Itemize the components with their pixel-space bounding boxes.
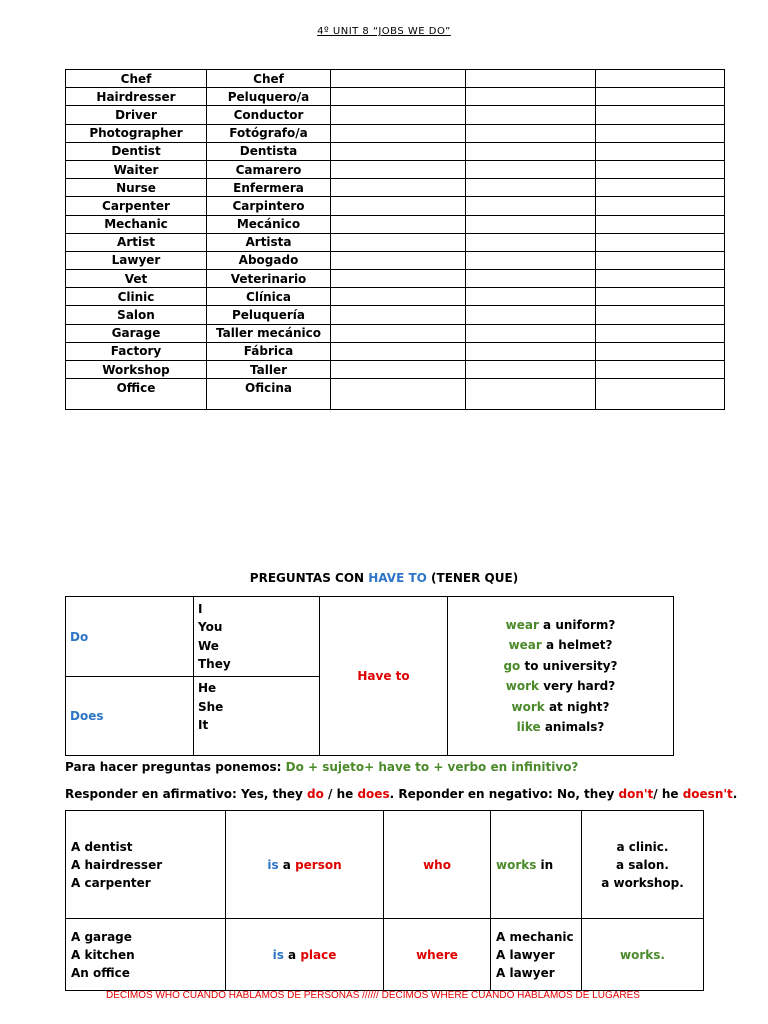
phrase: wear a helmet?: [508, 638, 613, 652]
vocab-spanish: Fábrica: [207, 342, 331, 360]
does-subjects: [194, 677, 320, 756]
vocab-blank-cell: [331, 160, 466, 178]
vocab-blank-cell: [466, 342, 596, 360]
do-label: Do: [70, 629, 89, 644]
subject: He: [198, 681, 217, 695]
vocab-blank-cell: [331, 251, 466, 269]
vocab-blank-cell: [596, 288, 725, 306]
who-cell: who: [384, 811, 491, 919]
vocab-blank-cell: [466, 288, 596, 306]
vocab-spanish: Oficina: [207, 379, 331, 410]
vocab-blank-cell: [331, 179, 466, 197]
vocab-blank-cell: [596, 324, 725, 342]
vocab-spanish: Peluquería: [207, 306, 331, 324]
vocab-blank-cell: [466, 160, 596, 178]
vocab-blank-cell: [466, 142, 596, 160]
place-subjects: A garage A kitchen An office: [66, 919, 226, 991]
vocab-blank-cell: [331, 342, 466, 360]
worker-list: A mechanic A lawyer A lawyer: [491, 919, 582, 991]
vocab-english: Artist: [66, 233, 207, 251]
vocab-blank-cell: [466, 306, 596, 324]
vocab-blank-cell: [466, 179, 596, 197]
vocab-blank-cell: [596, 160, 725, 178]
vocab-row: [66, 197, 725, 215]
subject: She: [198, 699, 224, 714]
vocab-blank-cell: [466, 251, 596, 269]
vocab-english: Dentist: [66, 142, 207, 160]
does-label: Does: [70, 709, 104, 723]
vocab-english: Nurse: [66, 179, 207, 197]
vocab-spanish: Clínica: [207, 288, 331, 306]
vocab-spanish: Enfermera: [207, 179, 331, 197]
vocab-blank-cell: [331, 288, 466, 306]
page-title: 4º UNIT 8 “JOBS WE DO”: [317, 26, 451, 37]
vocab-blank-cell: [331, 270, 466, 288]
vocab-row: [66, 306, 725, 324]
vocab-blank-cell: [596, 306, 725, 324]
vocab-blank-cell: [331, 306, 466, 324]
vocab-row: [66, 215, 725, 233]
where-cell: where: [384, 919, 491, 991]
vocab-row: [66, 342, 725, 360]
vocab-blank-cell: [331, 379, 466, 410]
vocab-blank-cell: [596, 342, 725, 360]
have-to-cell: [320, 597, 448, 756]
does-cell: [66, 677, 194, 756]
vocab-blank-cell: [466, 270, 596, 288]
answer-line: Responder en afirmativo: Yes, they do / he does. Reponder en negativo: No, they don't/ he doesn't.: [65, 787, 738, 801]
vocab-blank-cell: [331, 70, 466, 88]
vocab-blank-cell: [596, 142, 725, 160]
vocab-english: Salon: [66, 306, 207, 324]
vocab-english: Factory: [66, 342, 207, 360]
vocab-row: [66, 251, 725, 269]
vocab-spanish: Mecánico: [207, 215, 331, 233]
vocab-blank-cell: [466, 124, 596, 142]
vocab-blank-cell: [331, 215, 466, 233]
vocab-blank-cell: [596, 233, 725, 251]
vocab-english: Lawyer: [66, 251, 207, 269]
vocab-spanish: Camarero: [207, 160, 331, 178]
rule-formula: Do + sujeto+ have to + verbo en infinitivo?: [285, 760, 579, 774]
vocab-blank-cell: [331, 142, 466, 160]
vocab-row: [66, 106, 725, 124]
vocab-spanish: Fotógrafo/a: [207, 124, 331, 142]
vocab-blank-cell: [331, 106, 466, 124]
vocab-row: [66, 179, 725, 197]
relative-clause-table: [65, 810, 704, 991]
vocab-spanish: Artista: [207, 233, 331, 251]
vocabulary-table: [65, 69, 725, 410]
vocab-blank-cell: [596, 70, 725, 88]
vocab-english: Clinic: [66, 288, 207, 306]
vocab-blank-cell: [596, 270, 725, 288]
vocab-row: [66, 361, 725, 379]
vocab-blank-cell: [596, 215, 725, 233]
vocab-blank-cell: [331, 361, 466, 379]
phrase: work at night?: [511, 699, 610, 714]
vocab-blank-cell: [596, 124, 725, 142]
vocab-english: Chef: [66, 70, 207, 88]
subject: I: [198, 601, 203, 616]
vocab-blank-cell: [331, 324, 466, 342]
works-cell: works.: [582, 919, 704, 991]
vocab-blank-cell: [596, 197, 725, 215]
questions-heading: [0, 571, 768, 585]
vocab-english: Hairdresser: [66, 88, 207, 106]
vocab-row: [66, 160, 725, 178]
vocab-spanish: Peluquero/a: [207, 88, 331, 106]
works-in-cell: works in: [491, 811, 582, 919]
phrase: go to university?: [503, 658, 618, 673]
vocab-spanish: Taller: [207, 361, 331, 379]
vocab-blank-cell: [466, 106, 596, 124]
subject: They: [198, 657, 231, 671]
vocab-blank-cell: [466, 215, 596, 233]
vocab-english: Mechanic: [66, 215, 207, 233]
vocab-english: Waiter: [66, 160, 207, 178]
vocab-blank-cell: [466, 233, 596, 251]
subject: We: [198, 638, 219, 653]
vocab-blank-cell: [466, 379, 596, 410]
vocab-row: [66, 142, 725, 160]
phrase: like animals?: [516, 720, 605, 734]
vocab-spanish: Veterinario: [207, 270, 331, 288]
vocab-spanish: Dentista: [207, 142, 331, 160]
rule-line: Para hacer preguntas ponemos: Do + sujeto+ have to + verbo en infinitivo?: [65, 760, 579, 774]
vocab-blank-cell: [331, 233, 466, 251]
place-list: a clinic. a salon. a workshop.: [582, 811, 704, 919]
vocab-blank-cell: [466, 197, 596, 215]
vocab-row: [66, 379, 725, 410]
subject: It: [198, 718, 209, 732]
vocab-row: [66, 288, 725, 306]
vocab-blank-cell: [466, 324, 596, 342]
do-subjects: [194, 597, 320, 677]
is-a-place: is a place: [226, 919, 384, 991]
vocab-blank-cell: [596, 361, 725, 379]
vocab-row: [66, 124, 725, 142]
vocab-blank-cell: [596, 106, 725, 124]
person-subjects: A dentist A hairdresser A carpenter: [66, 811, 226, 919]
vocab-blank-cell: [331, 124, 466, 142]
vocab-english: Office: [66, 379, 207, 410]
vocab-blank-cell: [331, 197, 466, 215]
vocab-english: Vet: [66, 270, 207, 288]
heading-have-to: HAVE TO: [368, 571, 427, 585]
vocab-blank-cell: [596, 88, 725, 106]
vocab-english: Carpenter: [66, 197, 207, 215]
vocab-spanish: Conductor: [207, 106, 331, 124]
vocab-spanish: Carpintero: [207, 197, 331, 215]
have-to-label: Have to: [357, 669, 410, 683]
vocab-blank-cell: [596, 251, 725, 269]
vocab-row: [66, 88, 725, 106]
vocab-english: Garage: [66, 324, 207, 342]
vocab-blank-cell: [596, 379, 725, 410]
phrase: work very hard?: [505, 679, 616, 693]
vocab-spanish: Taller mecánico: [207, 324, 331, 342]
vocab-english: Photographer: [66, 124, 207, 142]
vocab-row: [66, 233, 725, 251]
heading-text: PREGUNTAS CON: [249, 571, 369, 585]
vocab-row: [66, 70, 725, 88]
subject: You: [198, 620, 223, 634]
footer-note: DECIMOS WHO CUANDO HABLAMOS DE PERSONAS ////// DECIMOS WHERE CUANDO HABLAMOS DE LUGARES: [106, 990, 640, 1001]
vocab-blank-cell: [596, 179, 725, 197]
vocab-english: Driver: [66, 106, 207, 124]
vocab-blank-cell: [466, 361, 596, 379]
is-a-person: is a person: [226, 811, 384, 919]
questions-table: [65, 596, 674, 756]
vocab-row: [66, 324, 725, 342]
vocab-blank-cell: [331, 88, 466, 106]
phrases-cell: [448, 597, 674, 756]
do-cell: [66, 597, 194, 677]
phrase: wear a uniform?: [505, 617, 616, 632]
vocab-spanish: Chef: [207, 70, 331, 88]
vocab-blank-cell: [466, 88, 596, 106]
heading-text-end: (TENER QUE): [426, 571, 519, 585]
vocab-spanish: Abogado: [207, 251, 331, 269]
vocab-row: [66, 270, 725, 288]
vocab-english: Workshop: [66, 361, 207, 379]
vocab-blank-cell: [466, 70, 596, 88]
